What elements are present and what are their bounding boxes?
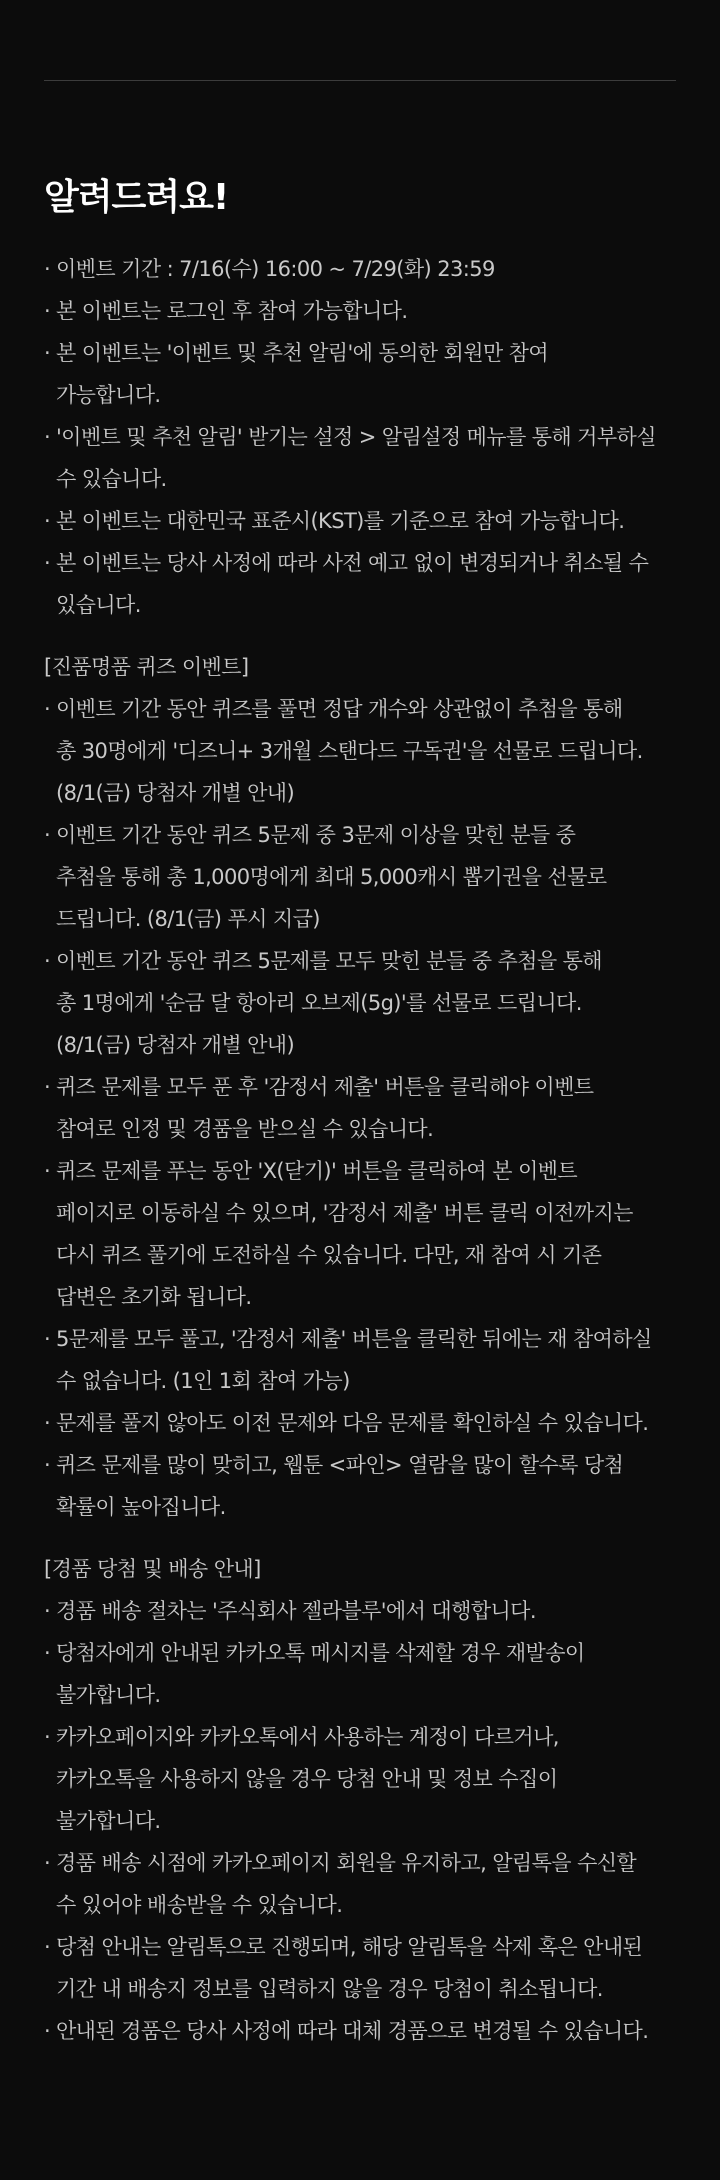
quiz-notice-list (44, 688, 676, 1528)
list-item: · 본 이벤트는 대한민국 표준시(KST)를 기준으로 참여 가능합니다. (44, 500, 676, 542)
top-divider (44, 80, 676, 81)
general-notice-section (44, 248, 676, 626)
list-item: · 이벤트 기간 동안 퀴즈 5문제 중 3문제 이상을 맞힌 분들 중 추첨을 통해 총 1,000명에게 최대 5,000캐시 뽑기권을 선물로 드립니다. (8/1(금) 푸시 지급) (44, 814, 676, 940)
list-item: · '이벤트 및 추천 알림' 받기는 설정 > 알림설정 메뉴를 통해 거부하실 수 있습니다. (44, 416, 676, 500)
delivery-notice-section (44, 1548, 676, 2052)
quiz-section-heading: [진품명품 퀴즈 이벤트] (44, 655, 249, 679)
list-item: · 퀴즈 문제를 많이 맞히고, 웹툰 <파인> 열람을 많이 할수록 당첨 확률이 높아집니다. (44, 1444, 676, 1528)
notice-title: 알려드려요! (44, 177, 229, 218)
list-item: · 본 이벤트는 당사 사정에 따라 사전 예고 없이 변경되거나 취소될 수 있습니다. (44, 542, 676, 626)
delivery-notice-list (44, 1590, 676, 2052)
list-item: · 본 이벤트는 로그인 후 참여 가능합니다. (44, 290, 676, 332)
list-item: · 이벤트 기간 : 7/16(수) 16:00 ~ 7/29(화) 23:59 (44, 248, 676, 290)
general-notice-list (44, 248, 676, 626)
list-item: · 5문제를 모두 풀고, '감정서 제출' 버튼을 클릭한 뒤에는 재 참여하실 수 없습니다. (1인 1회 참여 가능) (44, 1318, 676, 1402)
quiz-event-section (44, 646, 676, 1528)
list-item: · 문제를 풀지 않아도 이전 문제와 다음 문제를 확인하실 수 있습니다. (44, 1402, 676, 1444)
list-item: · 본 이벤트는 '이벤트 및 추천 알림'에 동의한 회원만 참여 가능합니다. (44, 332, 676, 416)
list-item: · 이벤트 기간 동안 퀴즈를 풀면 정답 개수와 상관없이 추첨을 통해 총 30명에게 '디즈니+ 3개월 스탠다드 구독권'을 선물로 드립니다. (8/1(금) 당첨자 개별 안내) (44, 688, 676, 814)
list-item: · 경품 배송 절차는 '주식회사 젤라블루'에서 대행합니다. (44, 1590, 676, 1632)
list-item: · 퀴즈 문제를 모두 푼 후 '감정서 제출' 버튼을 클릭해야 이벤트 참여로 인정 및 경품을 받으실 수 있습니다. (44, 1066, 676, 1150)
list-item: · 당첨자에게 안내된 카카오톡 메시지를 삭제할 경우 재발송이 불가합니다. (44, 1632, 676, 1716)
list-item: · 퀴즈 문제를 푸는 동안 'X(닫기)' 버튼을 클릭하여 본 이벤트 페이지로 이동하실 수 있으며, '감정서 제출' 버튼 클릭 이전까지는 다시 퀴즈 풀기에 도전하실 수 있습니다. 다만, 재 참여 시 기존 답변은 초기화 됩니다. (44, 1150, 676, 1318)
delivery-section-heading: [경품 당첨 및 배송 안내] (44, 1557, 261, 1581)
list-item: · 이벤트 기간 동안 퀴즈 5문제를 모두 맞힌 분들 중 추첨을 통해 총 1명에게 '순금 달 항아리 오브제(5g)'를 선물로 드립니다. (8/1(금) 당첨자 개별 안내) (44, 940, 676, 1066)
list-item: · 경품 배송 시점에 카카오페이지 회원을 유지하고, 알림톡을 수신할 수 있어야 배송받을 수 있습니다. (44, 1842, 676, 1926)
notice-content (44, 248, 676, 2072)
list-item: · 당첨 안내는 알림톡으로 진행되며, 해당 알림톡을 삭제 혹은 안내된 기간 내 배송지 정보를 입력하지 않을 경우 당첨이 취소됩니다. (44, 1926, 676, 2010)
list-item: · 안내된 경품은 당사 사정에 따라 대체 경품으로 변경될 수 있습니다. (44, 2010, 676, 2052)
list-item: · 카카오페이지와 카카오톡에서 사용하는 계정이 다르거나, 카카오톡을 사용하지 않을 경우 당첨 안내 및 정보 수집이 불가합니다. (44, 1716, 676, 1842)
